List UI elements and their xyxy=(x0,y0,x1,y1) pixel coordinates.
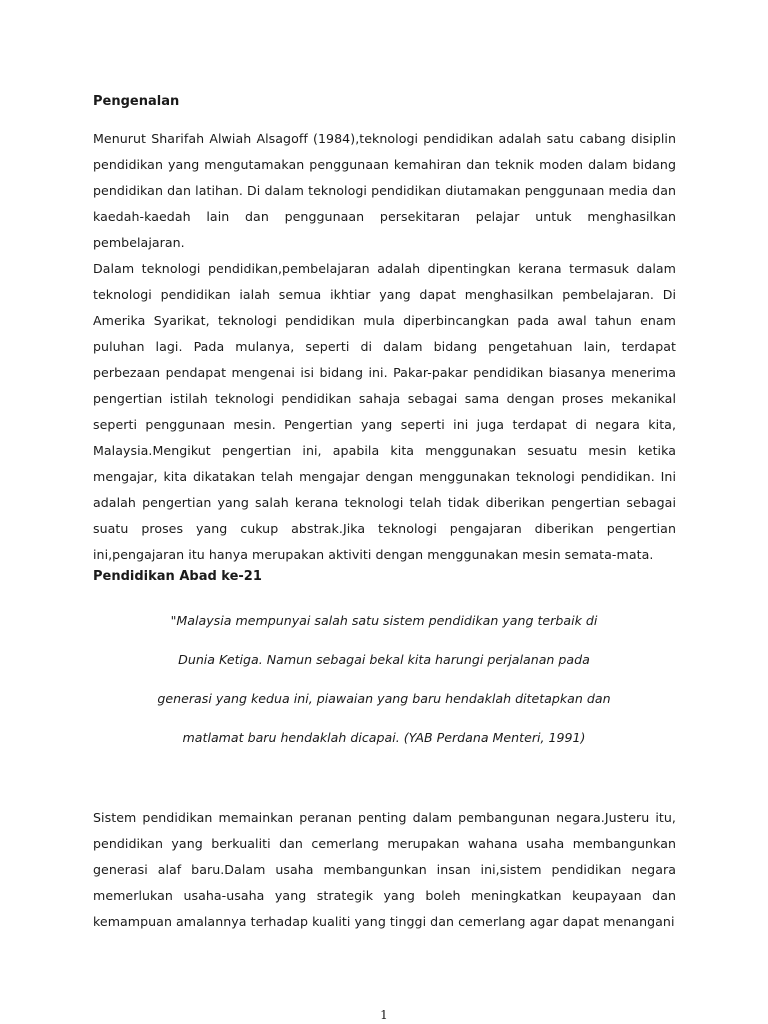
page-number: 1 xyxy=(380,1008,388,1022)
section-heading-pengenalan: Pengenalan xyxy=(93,94,180,109)
paragraph-pengenalan-1: Menurut Sharifah Alwiah Alsagoff (1984),teknologi pendidikan adalah satu cabang disiplin pendidikan yang mengutamakan penggunaan kemahiran dan teknik moden dalam bidang pendidikan dan latihan. Di dalam teknologi pendidikan diutamakan penggunaan media dan kaedah-kaedah lain dan penggunaan persekitaran pelajar untuk menghasilkan pembelajaran. xyxy=(93,131,676,250)
section-heading-pendidikan-abad: Pendidikan Abad ke-21 xyxy=(93,569,262,584)
block-quote: "Malaysia mempunyai salah satu sistem pendidikan yang terbaik di Dunia Ketiga. Namun sebagai bekal kita harungi perjalanan pada generasi yang kedua ini, piawaian yang baru hendaklah ditetapkan dan matlamat baru hendaklah dicapai. (YAB Perdana Menteri, 1991) xyxy=(157,613,611,745)
page-content xyxy=(93,93,676,935)
paragraph-pendidikan-1: Sistem pendidikan memainkan peranan penting dalam pembangunan negara.Justeru itu, pendidikan yang berkualiti dan cemerlang merupakan wahana usaha membangunkan generasi alaf baru.Dalam usaha membangunkan insan ini,sistem pendidikan negara memerlukan usaha-usaha yang strategik yang boleh meningkatkan keupayaan dan kemampuan amalannya terhadap kualiti yang tinggi dan cemerlang agar dapat menangani xyxy=(93,810,676,929)
paragraph-pengenalan-2: Dalam teknologi pendidikan,pembelajaran adalah dipentingkan kerana termasuk dalam teknologi pendidikan ialah semua ikhtiar yang dapat menghasilkan pembelajaran. Di Amerika Syarikat, teknologi pendidikan mula diperbincangkan pada awal tahun enam puluhan lagi. Pada mulanya, seperti di dalam bidang pengetahuan lain, terdapat perbezaan pendapat mengenai isi bidang ini. Pakar-pakar pendidikan biasanya menerima pengertian istilah teknologi pendidikan sahaja sebagai sama dengan proses mekanikal seperti penggunaan mesin. Pengertian yang seperti ini juga terdapat di negara kita, Malaysia.Mengikut pengertian ini, apabila kita menggunakan sesuatu mesin ketika mengajar, kita dikatakan telah mengajar dengan menggunakan teknologi pendidikan. Ini adalah pengertian yang salah kerana teknologi telah tidak diberikan pengertian sebagai suatu proses yang cukup abstrak.Jika teknologi pengajaran diberikan pengertian ini,pengajaran itu hanya merupakan aktiviti dengan menggunakan mesin semata-mata. xyxy=(93,261,676,562)
